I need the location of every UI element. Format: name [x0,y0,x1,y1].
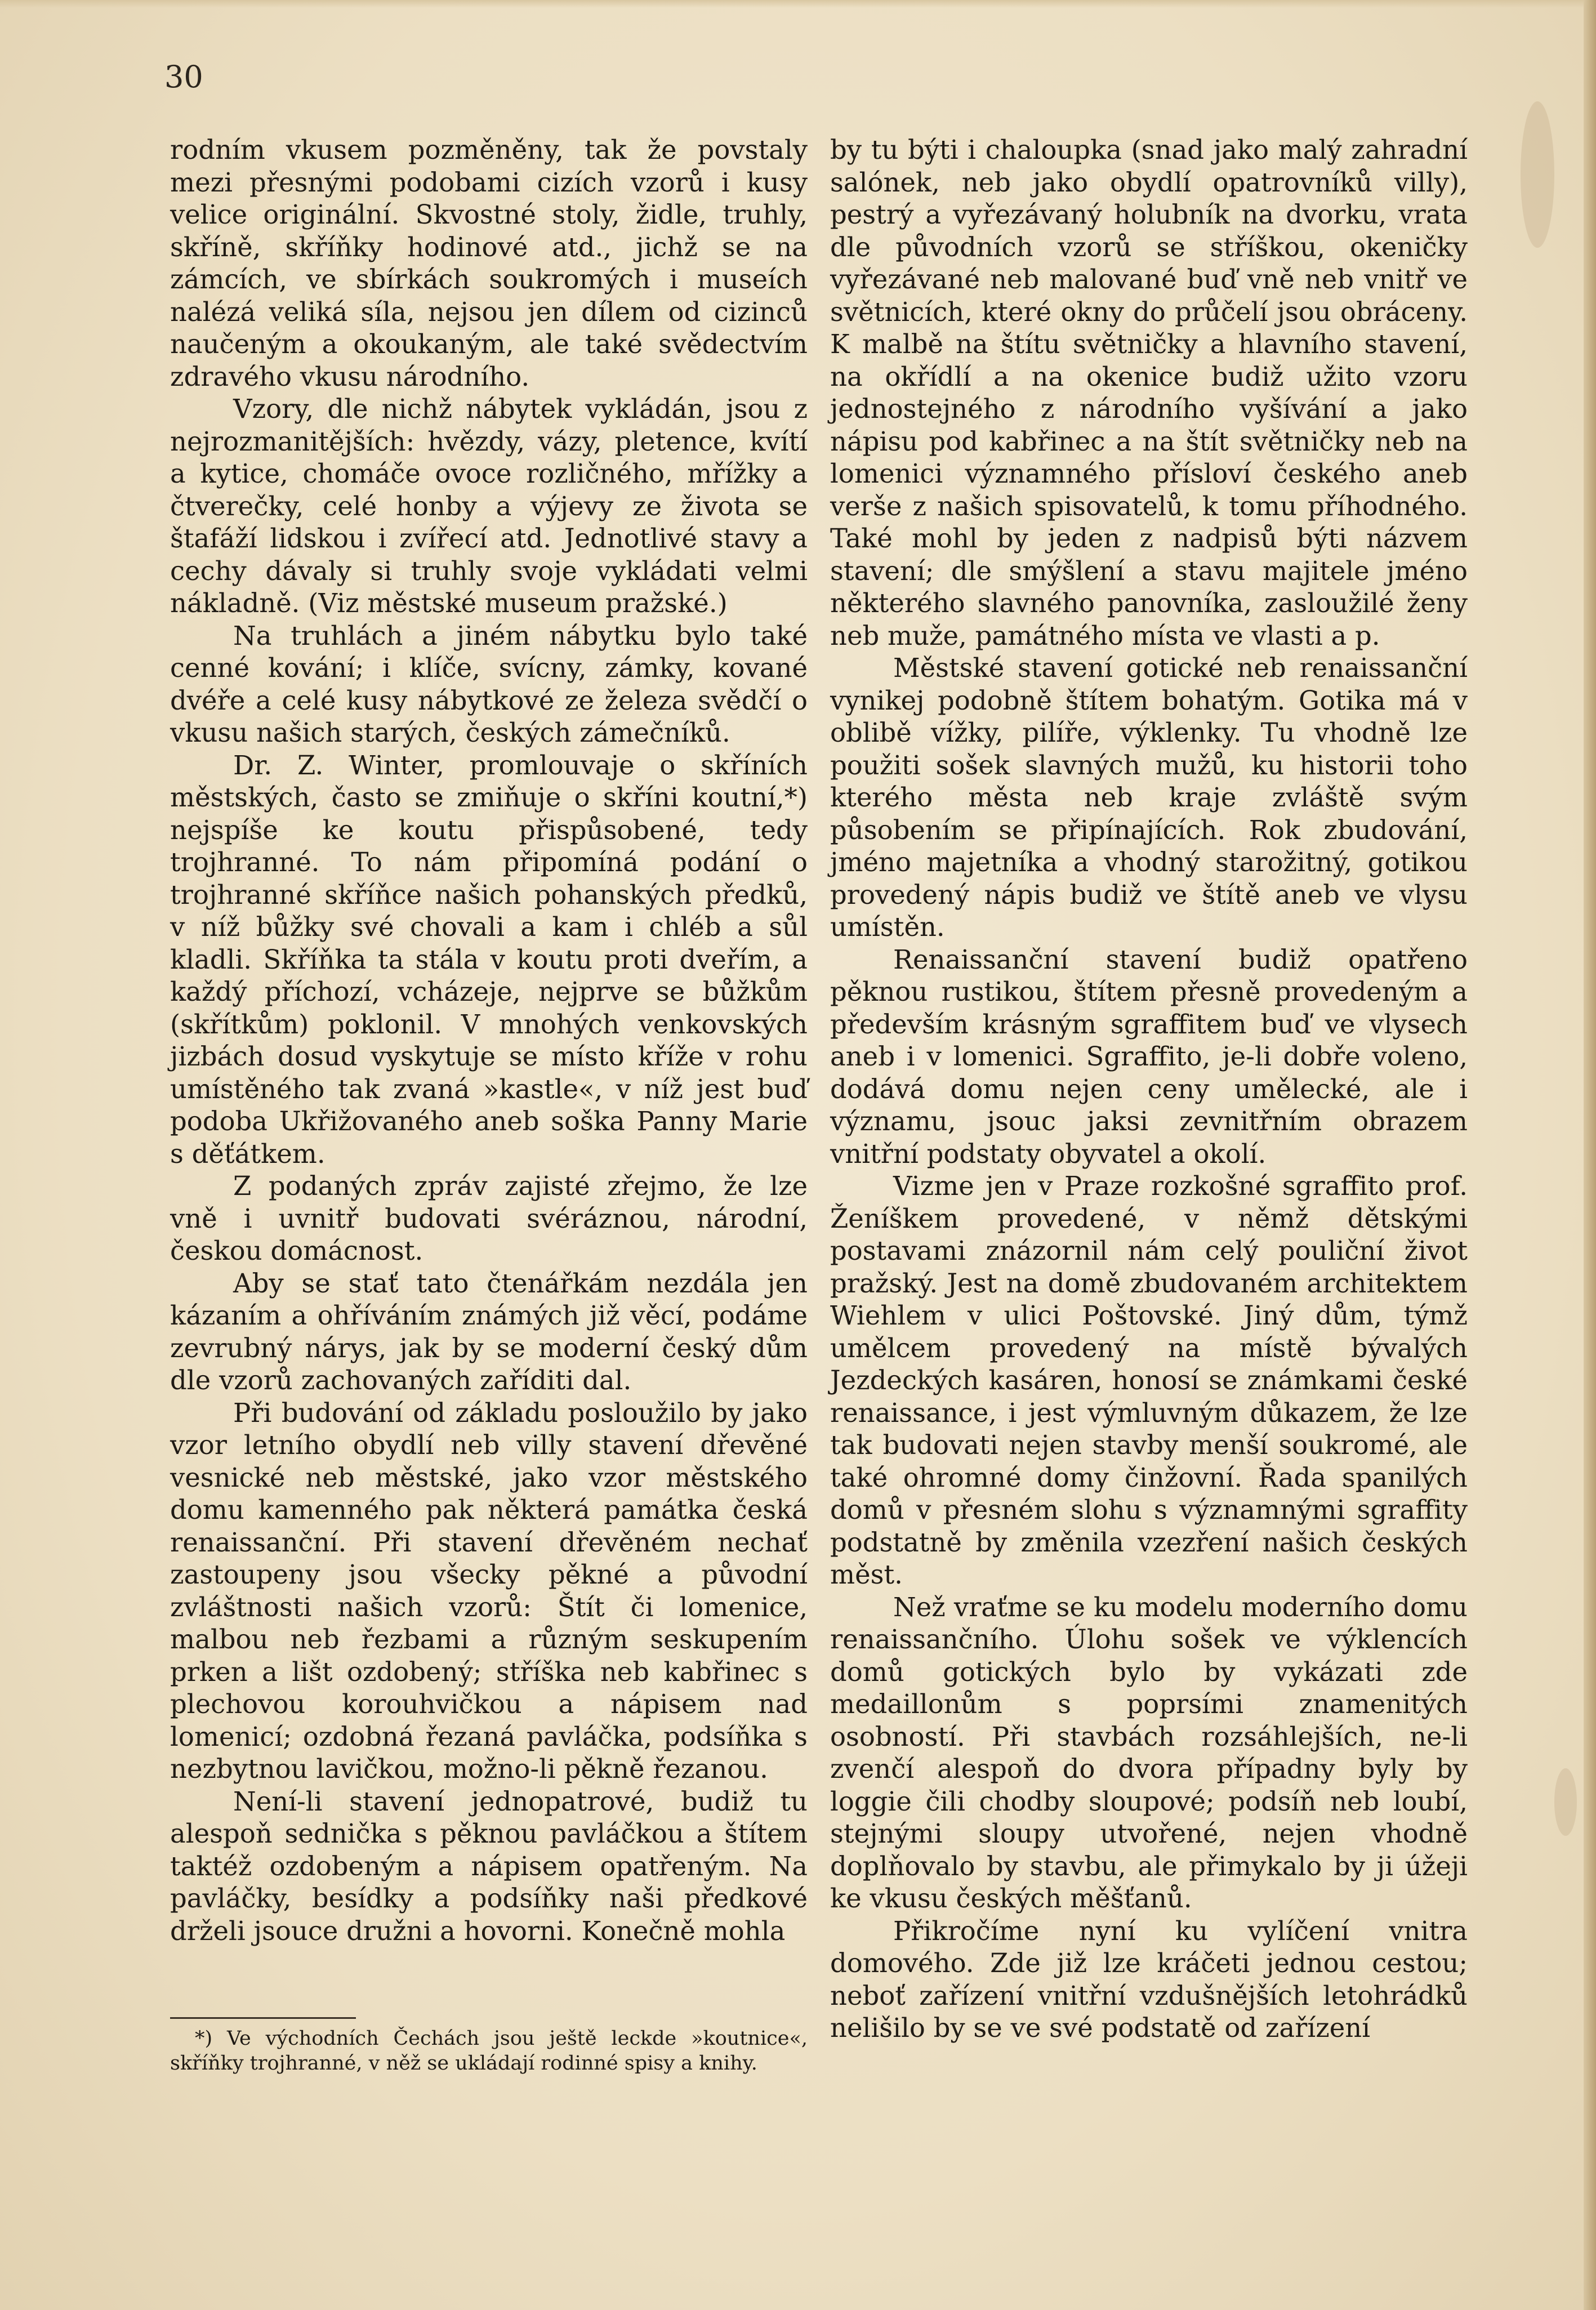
paragraph: rodním vkusem pozměněny, tak že povstaly mezi přesnými podobami cizích vzorů i kusy velice originální. Skvostné stoly, židle, truhly, skříně, skříňky hodinové atd., jichž se na zámcích, ve sbírkách soukromých i museích nalézá veliká síla, nejsou jen dílem od cizinců naučeným a okoukaným, ale také svědectvím zdravého vkusu národního. [170,135,808,392]
footnote-rule [170,2017,356,2019]
paragraph: Vizme jen v Praze rozkošné sgraffito prof. Ženíškem provedené, v němž dětskými postavami znázornil nám celý pouliční život pražský. Jest na domě zbudovaném architektem Wiehlem v ulici Poštovské. Jiný dům, týmž umělcem provedený na místě bývalých Jezdeckých kasáren, honosí se známkami české renaissance, i jest výmluvným důkazem, že lze tak budovati nejen stavby menší soukromé, ale také ohromné domy činžovní. Řada spanilých domů v přesném slohu s významnými sgraffity podstatně by změnila vzezření našich českých měst. [830,1171,1468,1590]
left-column [170,134,808,1947]
paragraph: Není-li stavení jednopatrové, budiž tu alespoň sednička s pěknou pavláčkou a štítem taktéž ozdobeným a nápisem opatřeným. Na pavláčky, besídky a podsíňky naši předkové drželi jsouce družni a hovorni. Konečně mohla [170,1786,808,1946]
page-top-edge [0,0,1596,8]
paragraph: by tu býti i chaloupka (snad jako malý zahradní salónek, neb jako obydlí opatrovníků villy), pestrý a vyřezávaný holubník na dvorku, vrata dle původních vzorů se stříškou, okeničky vyřezávané neb malované buď vně neb vnitř ve světnicích, které okny do průčelí jsou obráceny. K malbě na štítu světničky a hlavního stavení, na okřídlí a na okenice budiž užito vzoru jednostejného z národního vyšívání a jako nápisu pod kabřinec a na štít světničky neb na lomenici významného přísloví českého aneb verše z našich spisovatelů, k tomu příhodného. Také mohl by jeden z nadpisů býti názvem stavení; dle smýšlení a stavu majitele jméno některého slavného panovníka, zasloužilé ženy neb muže, památného místa ve vlasti a p. [830,135,1468,651]
paragraph: Vzory, dle nichž nábytek vykládán, jsou z nejrozmanitějších: hvězdy, vázy, pletence, kvítí a kytice, chomáče ovoce rozličného, mřížky a čtverečky, celé honby a výjevy ze života se štafáží lidskou i zvířecí atd. Jednotlivé stavy a cechy dávaly si truhly svoje vykládati velmi nákladně. (Viz městské museum pražské.) [170,394,808,618]
page-right-edge [1584,0,1596,2310]
paragraph: Renaissanční stavení budiž opatřeno pěknou rustikou, štítem přesně provedeným a především krásným sgraffitem buď ve vlysech aneb i v lomenici. Sgraffito, je-li dobře voleno, dodává domu nejen ceny umělecké, ale i významu, jsouc jaksi zevnitřním obrazem vnitřní podstaty obyvatel a okolí. [830,944,1468,1169]
footnote [170,2026,808,2076]
page-number: 30 [164,59,203,95]
footnote-text: *) Ve východních Čechách jsou ještě leckde »koutnice«, skříňky trojhranné, v něž se ukládají rodinné spisy a knihy. [170,2027,808,2075]
paragraph: Než vraťme se ku modelu moderního domu renaissančního. Úlohu sošek ve výklencích domů gotických bylo by vykázati zde medaillonům s poprsími znamenitých osobností. Při stavbách rozsáhlejších, ne-li zvenčí alespoň do dvora případny byly by loggie čili chodby sloupové; podsíň neb loubí, stejnými sloupy utvořené, nejen vhodně doplňovalo by stavbu, ale přimykalo by ji úžeji ke vkusu českých měšťanů. [830,1591,1468,1914]
paragraph: Na truhlách a jiném nábytku bylo také cenné kování; i klíče, svícny, zámky, kované dvéře a celé kusy nábytkové ze železa svědčí o vkusu našich starých, českých zámečníků. [170,620,808,748]
paper-stain [1521,101,1554,248]
paragraph: Aby se stať tato čtenářkám nezdála jen kázaním a ohříváním známých již věcí, podáme zevrubný nárys, jak by se moderní český dům dle vzorů zachovaných zaříditi dal. [170,1268,808,1395]
right-column [830,134,1468,2045]
paragraph: Při budování od základu posloužilo by jako vzor letního obydlí neb villy stavení dřevěné vesnické neb městské, jako vzor městského domu kamenného pak některá památka česká renaissanční. Při stavení dřevěném nechať zastoupeny jsou všecky pěkné a původní zvláštnosti našich vzorů: Štít či lomenice, malbou neb řezbami a různým seskupením prken a lišt ozdobený; stříška neb kabřinec s plechovou korouhvičkou a nápisem nad lomenicí; ozdobná řezaná pavláčka, podsíňka s nezbytnou lavičkou, možno-li pěkně řezanou. [170,1397,808,1784]
paragraph: Městské stavení gotické neb renaissanční vynikej podobně štítem bohatým. Gotika má v oblibě vížky, pilíře, výklenky. Tu vhodně lze použiti sošek slavných mužů, ku historii toho kterého města neb kraje zvláště svým působením se připínajících. Rok zbudování, jméno majetníka a vhodný starožitný, gotikou provedený nápis budiž ve štítě aneb ve vlysu umístěn. [830,653,1468,942]
paper-stain [1554,1768,1577,1836]
paragraph: Přikročíme nyní ku vylíčení vnitra domového. Zde již lze kráčeti jednou cestou; neboť zařízení vnitřní vzdušnějších letohrádků nelišilo by se ve své podstatě od zařízení [830,1915,1468,2043]
paragraph: Dr. Z. Winter, promlouvaje o skříních městských, často se zmiňuje o skříni koutní,*) nejspíše ke koutu přispůsobené, tedy trojhranné. To nám připomíná podání o trojhranné skříňce našich pohanských předků, v níž bůžky své chovali a kam i chléb a sůl kladli. Skříňka ta stála v koutu proti dveřím, a každý příchozí, vcházeje, nejprve se bůžkům (skřítkům) poklonil. V mnohých venkovských jizbách dosud vyskytuje se místo kříže v rohu umístěného tak zvaná »kastle«, v níž jest buď podoba Ukřižovaného aneb soška Panny Marie s děťátkem. [170,750,808,1169]
paragraph: Z podaných zpráv zajisté zřejmo, že lze vně i uvnitř budovati svéráznou, národní, českou domácnost. [170,1171,808,1266]
